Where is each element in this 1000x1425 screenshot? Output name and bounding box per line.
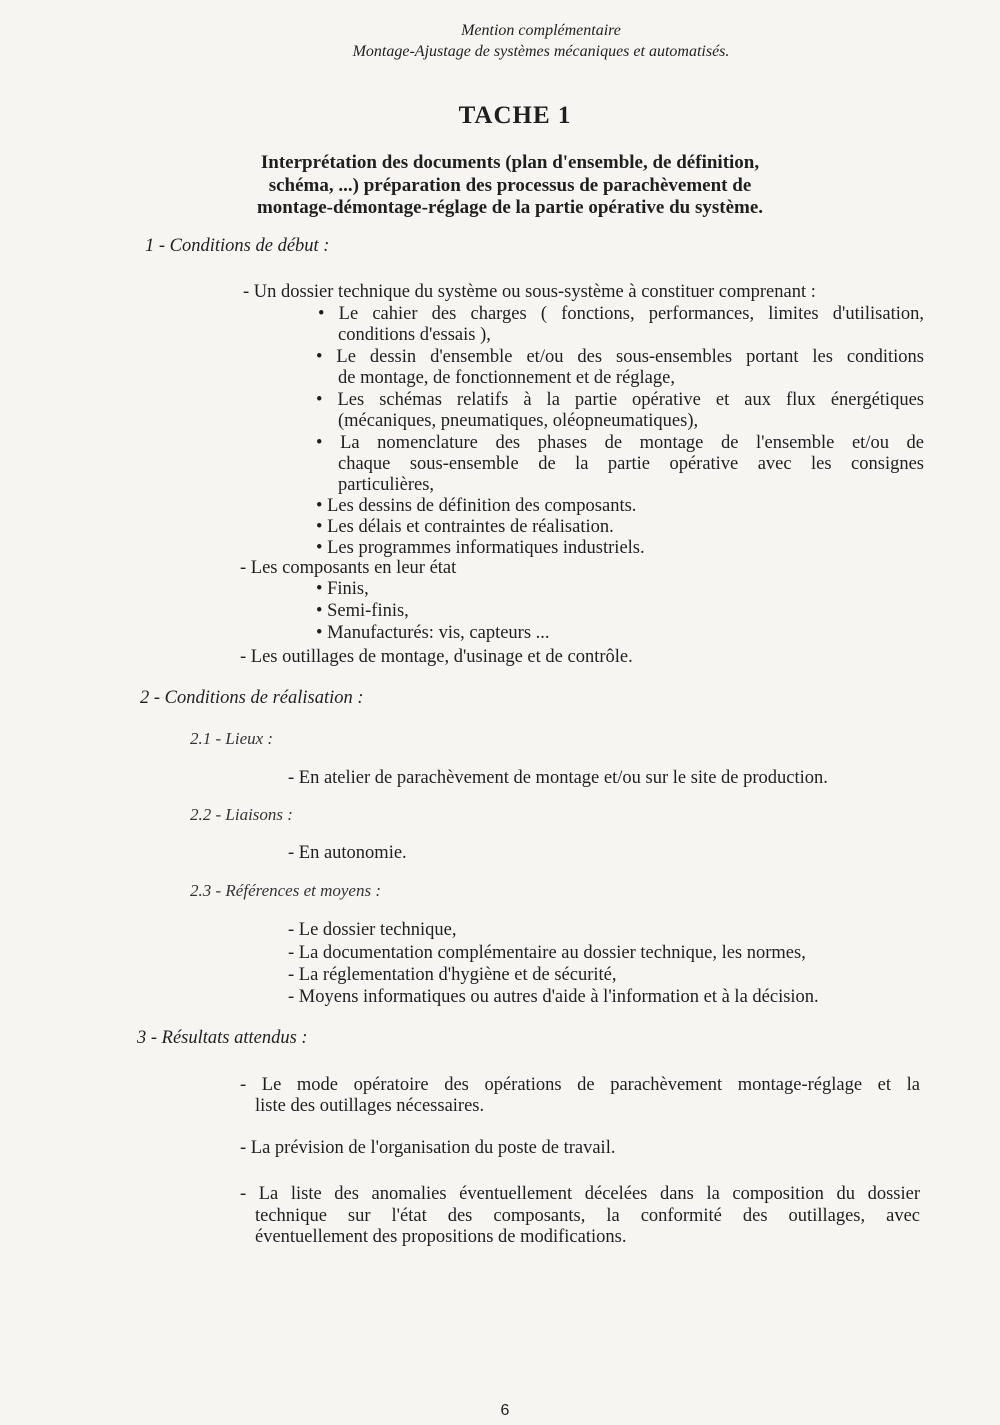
reference-item: - Le dossier technique, <box>288 920 457 940</box>
reference-item: - Moyens informatiques ou autres d'aide à l'information et à la décision. <box>288 987 819 1007</box>
result-item: - La liste des anomalies éventuellement décelées dans la composition du dossier <box>240 1184 920 1204</box>
lieux-heading: 2.1 - Lieux : <box>190 729 274 748</box>
lieux-text: - En atelier de parachèvement de montage et/ou sur le site de production. <box>288 768 828 788</box>
list-item: chaque sous-ensemble de la partie opérative avec les consignes <box>338 454 924 474</box>
list-item: • Les dessins de définition des composants. <box>316 496 637 516</box>
section-1-heading: 1 - Conditions de début : <box>145 236 330 256</box>
list-item: • Les programmes informatiques industriels. <box>316 538 645 558</box>
list-item: • Le dessin d'ensemble et/ou des sous-ensembles portant les conditions <box>316 347 924 367</box>
list-item: de montage, de fonctionnement et de réglage, <box>338 368 675 388</box>
result-item: liste des outillages nécessaires. <box>255 1096 485 1116</box>
liaisons-text: - En autonomie. <box>288 843 407 863</box>
page-number: 6 <box>500 1402 510 1419</box>
page-title: TACHE 1 <box>458 102 572 129</box>
reference-item: - La documentation complémentaire au dossier technique, les normes, <box>288 943 806 963</box>
header-line-2: Montage-Ajustage de systèmes mécaniques et automatisés. <box>352 43 730 60</box>
list-item: • Le cahier des charges ( fonctions, performances, limites d'utilisation, <box>318 304 924 324</box>
list-item: • Les schémas relatifs à la partie opérative et aux flux énergétiques <box>316 390 924 410</box>
intro-line-3: montage-démontage-réglage de la partie opérative du système. <box>256 197 764 218</box>
liaisons-heading: 2.2 - Liaisons : <box>190 805 293 824</box>
list-item: • Manufacturés: vis, capteurs ... <box>316 623 550 643</box>
reference-item: - La réglementation d'hygiène et de sécurité, <box>288 965 617 985</box>
dossier-intro: - Un dossier technique du système ou sous-système à constituer comprenant : <box>243 282 816 302</box>
section-3-heading: 3 - Résultats attendus : <box>137 1028 308 1048</box>
header-line-1: Mention complémentaire <box>461 22 621 39</box>
intro-line-2: schéma, ...) préparation des processus de parachèvement de <box>268 175 752 196</box>
references-heading: 2.3 - Références et moyens : <box>190 881 382 900</box>
list-item: • Finis, <box>316 579 369 599</box>
section-2-heading: 2 - Conditions de réalisation : <box>140 688 364 708</box>
outillages-text: - Les outillages de montage, d'usinage et de contrôle. <box>240 647 633 667</box>
list-item: • Semi-finis, <box>316 601 409 621</box>
result-item: technique sur l'état des composants, la conformité des outillages, avec <box>255 1206 920 1226</box>
list-item: conditions d'essais ), <box>338 325 491 345</box>
result-item: - La prévision de l'organisation du poste de travail. <box>240 1138 616 1158</box>
composants-intro: - Les composants en leur état <box>240 558 457 578</box>
intro-line-1: Interprétation des documents (plan d'ensemble, de définition, <box>260 152 760 173</box>
list-item: particulières, <box>338 475 435 495</box>
list-item: (mécaniques, pneumatiques, oléopneumatiques), <box>338 411 699 431</box>
result-item: - Le mode opératoire des opérations de parachèvement montage-réglage et la <box>240 1075 920 1095</box>
list-item: • La nomenclature des phases de montage de l'ensemble et/ou de <box>316 433 924 453</box>
list-item: • Les délais et contraintes de réalisation. <box>316 517 614 537</box>
result-item: éventuellement des propositions de modifications. <box>255 1227 627 1247</box>
